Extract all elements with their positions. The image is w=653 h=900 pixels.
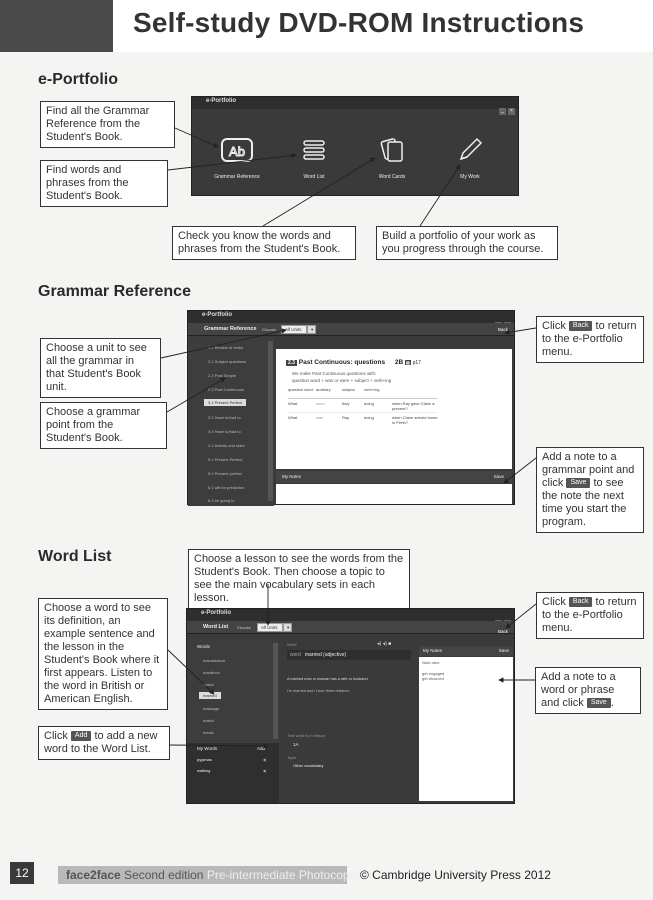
toolbar-title: Word List [203,624,229,630]
window-title: e-Portfolio [201,610,231,616]
list-item[interactable]: 6.2 be going to [208,498,235,503]
callout-word-list: Find words and phrases from the Student's Book. [40,160,168,207]
table-cell: were [316,401,325,406]
grammar-formula: question word + was or were + subject + verb+ing [292,378,392,383]
notes-bar [276,471,512,483]
footer-brand [58,866,375,884]
section-title-eportfolio: e-Portfolio [38,71,118,88]
words-label: Words [197,644,210,649]
toolbar [188,323,514,336]
table-cell: doing [364,401,374,406]
callout-grammar-reference: Find all the Grammar Reference from the Student's Book. [40,101,175,148]
list-item[interactable]: 3.1 Present Perfect [204,399,246,406]
list-item[interactable]: pyjamas [197,757,212,762]
grammar-ab-icon [220,137,254,163]
callout-wordlist-note [535,667,641,714]
save-button[interactable]: Save [498,648,509,653]
table-header: verb+ing [364,387,380,392]
note-title: Note also: [422,660,441,665]
menu-label: Grammar Reference [214,174,260,180]
callout-text: Add a note to a grammar point and click [542,451,635,489]
my-words-panel [187,743,279,803]
callout-text: . [610,697,614,709]
note-line: get divorced [422,676,444,681]
grammar-heading: Past Continuous: questions [298,359,386,366]
list-item[interactable]: 2.2 Past Simple [208,373,237,378]
word-value: word married (adjective) [287,650,411,660]
menu-word-list[interactable] [274,137,354,180]
menu-word-cards[interactable] [352,137,432,180]
section-title-grammar: Grammar Reference [38,283,191,300]
list-item[interactable]: 1.1 Review of verbs [208,345,244,350]
lesson-value: 1A [293,742,299,747]
example-sentence: A married man or woman has a wife or husband. [287,677,369,681]
grammar-point-list [188,337,274,506]
callout-text: to add a new word to the Word List. [44,730,158,755]
grammar-table [288,387,438,427]
callout-add-word [38,726,170,760]
menu-label: Word List [303,174,325,180]
svg-text:Ab: Ab [229,144,245,159]
chevron-down-icon[interactable]: ▾ [283,623,292,632]
list-item[interactable]: 3.2 Have to/had to [208,415,241,420]
grammar-content [276,349,512,469]
list-item[interactable]: walking [197,768,211,773]
callout-grammar-back [536,316,644,363]
list-item[interactable]: 5.1 Present Perfect [208,457,243,462]
word-text: married (adjective) [304,652,347,658]
menu-label: Word Cards [378,174,406,180]
callout-text: Click [44,730,68,742]
list-item[interactable]: marathon [203,670,220,675]
brand-edition: Second edition [124,868,204,882]
table-cell: What [288,401,298,406]
back-button[interactable]: Back [497,327,508,332]
back-button-sample: Back [569,597,593,607]
callout-text: to see the note the next time you start the program. [542,477,627,528]
menu-grammar-reference[interactable] [197,137,277,180]
scrollbar[interactable] [273,643,278,739]
table-row [288,413,438,427]
callout-choose-word: Choose a word to see its definition, an example sentence and the lesson in the Student's Book where it first appears. Listen to the word in British or American English. [38,598,168,710]
unit-dropdown[interactable]: All Units [281,325,307,334]
callout-choose-unit: Choose a unit to see all the grammar in that Student's Book unit. [40,338,161,398]
grammar-number: 2.3 [288,360,295,366]
brand-level: Pre-intermediate Photocopiable [206,868,375,882]
table-cell: What [288,415,298,420]
chevron-down-icon[interactable]: ▾ [307,325,316,334]
callout-word-cards: Check you know the words and phrases from the Student's Book. [172,226,356,260]
choose-label: Choose [237,625,251,630]
close-icon[interactable]: × [508,108,515,115]
page-number: 12 [10,862,34,884]
list-item[interactable]: 3.3 Have to/had to [208,429,241,434]
title-bar [192,97,518,114]
eportfolio-window [191,96,519,196]
lesson-label: This word is in lesson [287,733,326,738]
choose-label: Choose [262,327,276,332]
wordlist-window [186,608,515,804]
word-detail [283,639,417,803]
cards-icon [375,137,409,163]
grammar-page-ref: p17 [412,360,421,366]
notes-area[interactable] [419,657,513,801]
menu-label: My Work [460,174,480,180]
grammar-lesson-ref: 2B [394,359,404,366]
notes-label: My Notes [423,648,443,653]
grammar-bullet: We make Past Continuous questions with: [292,371,377,376]
copyright: © Cambridge University Press 2012 [360,868,551,882]
callout-text: Click [542,596,566,608]
table-cell: they [342,401,350,406]
speaker-icon[interactable]: ◂) [263,757,267,762]
list-item[interactable]: manufacture [203,658,226,663]
callout-choose-grammar-point: Choose a grammar point from the Student's Book. [40,402,167,449]
callout-text: Click [542,320,566,332]
list-item[interactable]: massage [203,706,220,711]
list-item[interactable]: match [203,718,214,723]
toolbar [187,621,514,634]
table-header: question word [288,387,313,392]
scrollbar[interactable] [268,341,273,501]
section-title-wordlist: Word List [38,548,112,565]
word-label: Word [287,642,297,647]
list-icon [297,137,331,163]
callout-wordlist-back [536,592,644,639]
list-item[interactable]: 2.1 Subject questions [208,359,247,364]
menu-my-work[interactable] [430,137,510,180]
unit-dropdown[interactable]: All Units [257,623,283,632]
back-button-sample: Back [569,321,593,331]
topic-label: Topic [287,755,297,760]
title-bar [187,609,514,621]
table-header: subject [342,387,355,392]
list-item[interactable]: 5.2 Present perfect [208,471,242,476]
audio-icons[interactable]: ◂) ◂) ■ [377,641,392,647]
brand-name: face2face [66,868,121,882]
pencil-icon [453,137,487,163]
callout-choose-lesson: Choose a lesson to see the words from the Student's Book. Then choose a topic to see the main vocabulary sets in each lesson. [188,549,410,609]
table-header-row [288,387,438,399]
page-title: Self-study DVD-ROM Instructions [133,7,585,38]
table-cell: when Claire arrived home in Perth? [392,415,438,425]
add-button-sample: Add [71,731,91,741]
list-item[interactable]: married [199,692,221,699]
notes-area[interactable] [276,484,512,504]
table-cell: was [316,415,324,420]
window-title: e-Portfolio [202,312,232,318]
my-words-label: My Words [197,746,218,751]
window-title: e-Portfolio [206,98,236,104]
save-button-sample: Save [566,478,590,488]
list-item[interactable]: 6.1 will for prediction [208,485,245,490]
list-item[interactable]: meals [203,730,214,735]
add-button[interactable]: Add [257,746,266,751]
toolbar-title: Grammar Reference [204,326,257,332]
title-bar [188,311,514,323]
save-button[interactable]: Save [493,474,504,479]
note-line: get engaged [422,671,445,676]
table-cell: doing [364,415,374,420]
save-button-sample: Save [587,698,611,708]
book-icon: ▤ [406,360,410,365]
list-item[interactable]: match [203,682,214,687]
word-list [187,639,279,743]
table-cell: when Ray gave Claire a present? [392,401,435,411]
table-header: auxiliary [316,387,331,392]
example-sentence-2: I'm married and I have three children. [287,689,350,693]
page-banner [0,0,653,52]
callout-my-work: Build a portfolio of your work as you progress through the course. [376,226,558,260]
grammar-window [187,310,515,505]
banner-tab [0,0,113,52]
speaker-icon[interactable]: ◂) [263,768,267,773]
list-item[interactable]: 4.1 Activity and state [208,443,245,448]
back-button[interactable]: Back [497,629,508,634]
callout-grammar-note [536,447,644,533]
notes-label: My Notes [282,474,302,479]
table-cell: Ray [342,415,350,420]
table-row [288,399,438,413]
notes-bar [419,646,513,656]
minimize-icon[interactable]: _ [499,108,506,115]
callout-text: to return to the e-Portfolio menu. [542,596,637,634]
list-item[interactable]: 2.3 Past Continuous [208,387,245,392]
topic-value: Other vocabulary [293,763,324,768]
callout-text: Add a note to a word or phrase and click [541,671,616,709]
callout-text: to return to the e-Portfolio menu. [542,320,637,358]
